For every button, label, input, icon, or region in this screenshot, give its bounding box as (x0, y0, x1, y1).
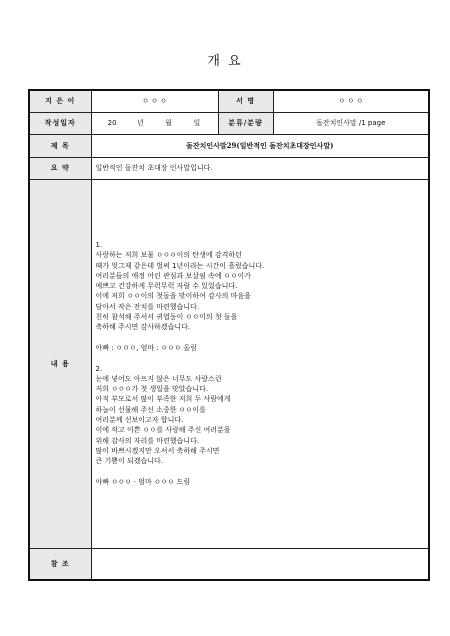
content-line: 이에 저희 ㅇㅇ이의 첫돌을 맞이하여 감사의 마음을 (95, 292, 251, 301)
date-year-unit: 년 (136, 119, 144, 127)
signature-label: 서 명 (218, 90, 273, 112)
content-line: 여러분들의 애정 어린 관심과 보살핌 속에 ㅇㅇ이가 (95, 271, 251, 280)
content-line: 2. (95, 364, 103, 373)
author-value: ㅇ ㅇ ㅇ (91, 90, 218, 112)
date-day-unit: 일 (193, 119, 201, 127)
content-line: 때가 엊그제 같은데 벌써 1년이라는 시간이 흘렀습니다. (95, 261, 265, 270)
category-label: 분류/분량 (218, 112, 273, 134)
content-line: 여러분께 선보이고자 합니다. (95, 415, 184, 424)
content-line: 예쁘고 건강하게 무럭무럭 자랄 수 있었습니다. (95, 282, 238, 291)
summary-value: 일반적인 돌잔치 초대장 인사말입니다. (91, 157, 429, 179)
subject-label: 제 목 (29, 134, 91, 157)
content-body (91, 179, 429, 548)
content-line: 아빠 : ㅇㅇㅇ, 엄마 : ㅇㅇㅇ 올림 (95, 343, 197, 352)
date-label: 작성일자 (29, 112, 91, 134)
date-month-unit: 월 (165, 119, 172, 127)
reference-label: 참 조 (29, 548, 91, 580)
signature-value: ㅇ ㅇ ㅇ (273, 90, 429, 112)
content-line: 눈에 넣어도 아프지 않은 너무도 사랑스런 (95, 374, 222, 383)
content-line: 사랑하는 저희 보물 ㅇㅇㅇ이의 탄생에 감격하던 (95, 251, 242, 260)
info-form (28, 89, 430, 581)
reference-value (91, 548, 429, 580)
content-line: 아직 부모로서 많이 부족한 저희 두 사람에게 (95, 395, 231, 404)
content-line: 축하해 주시면 감사하겠습니다. (95, 323, 191, 332)
date-value (91, 112, 218, 134)
content-line: 이에 작고 이쁜 ㅇㅇ를 사랑해 주신 여러분을 (95, 426, 231, 435)
content-line: 1. (95, 240, 103, 249)
content-line: 큰 기쁨이 되겠습니다. (95, 457, 164, 466)
content-label: 내 용 (29, 179, 91, 548)
date-year: 20 (107, 119, 117, 127)
content-line: 하늘이 선물해 주신 소중한 ㅇㅇ이를 (95, 405, 206, 414)
category-value: 돌잔치인사말 /1 page (273, 112, 429, 134)
author-label: 지 은 이 (29, 90, 91, 112)
content-line: 담아서 작은 잔치를 마련했습니다. (95, 302, 200, 311)
summary-label: 요 약 (29, 157, 91, 179)
subject-value: 돌잔치인사말29(일반적인 돌잔치초대장인사말) (91, 134, 429, 157)
content-line: 아빠 ㅇㅇㅇ · 엄마 ㅇㅇㅇ 드림 (95, 477, 190, 486)
document-title: 개 요 (207, 54, 243, 69)
content-line: 저희 ㅇㅇㅇ가 첫 생일을 맞았습니다. (95, 385, 209, 394)
content-line (96, 466, 425, 476)
content-line (96, 333, 425, 343)
content-line: 위해 감사의 자리를 마련했습니다. (95, 436, 200, 445)
content-line: 친히 참석해 주셔서 귀엽둥이 ㅇㅇ이의 첫 돌을 (95, 313, 238, 322)
content-line (96, 353, 425, 363)
content-line: 많이 바쁘시겠지만 오셔서 축하해 주시면 (95, 446, 220, 455)
